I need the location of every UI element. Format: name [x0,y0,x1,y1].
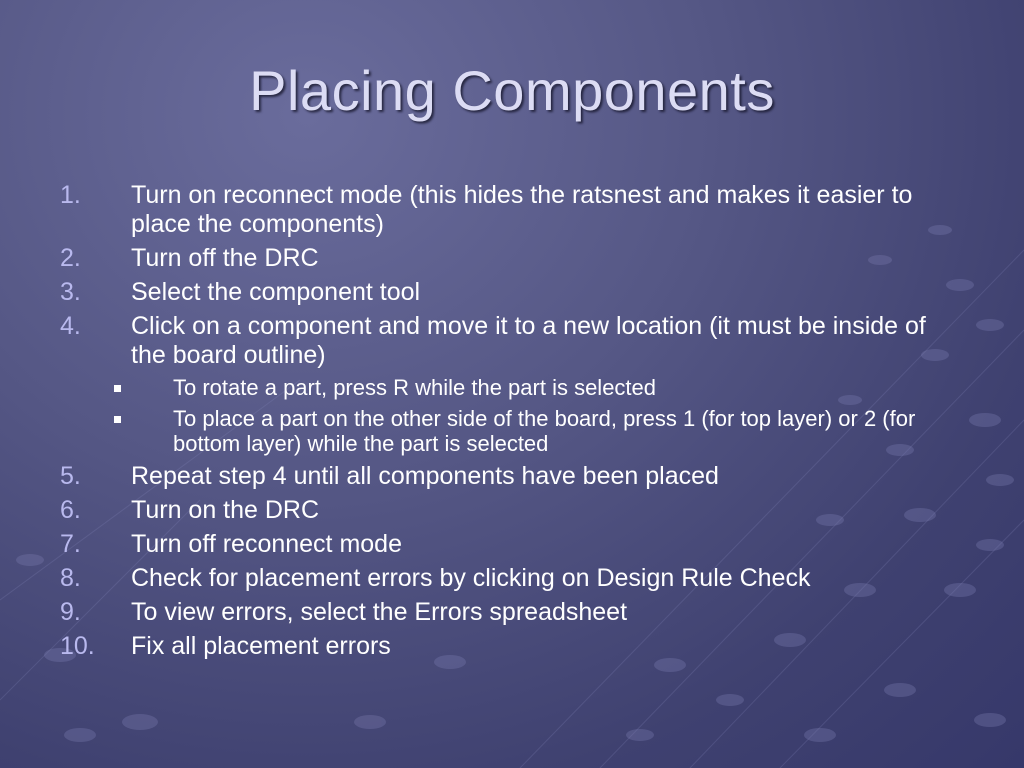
step-number: 7. [60,530,81,558]
sub-bullet-item [60,375,960,400]
step-item [60,244,960,273]
step-item [60,530,960,559]
step-item [60,632,960,661]
step-item [60,564,960,593]
sub-bullet-text: To rotate a part, press R while the part is selected [173,375,657,400]
sub-bullet-item [60,406,960,456]
step-text: Repeat step 4 until all components have been placed [131,462,719,490]
square-bullet-icon [114,385,121,392]
step-item [60,312,960,370]
step-text: Turn off the DRC [131,244,319,272]
slide-title: Placing Components [249,59,775,122]
step-number: 6. [60,496,81,524]
step-item [60,181,960,239]
step-number: 1. [60,181,81,209]
square-bullet-icon [114,416,121,423]
step-text: Fix all placement errors [131,632,391,660]
step-text: To view errors, select the Errors spreadsheet [131,598,628,626]
step-number: 5. [60,462,81,490]
step-text: Check for placement errors by clicking on Design Rule Check [131,564,811,592]
step-item [60,598,960,627]
step-text: Click on a component and move it to a new location (it must be inside of the board outline) [131,312,926,369]
sub-bullet-text: To place a part on the other side of the board, press 1 (for top layer) or 2 (for bottom layer) while the part is selected [173,406,916,456]
step-number: 4. [60,312,81,340]
step-number: 3. [60,278,81,306]
step-text: Select the component tool [131,278,421,306]
step-list [60,181,960,666]
step-text: Turn off reconnect mode [131,530,402,558]
step-number: 2. [60,244,81,272]
step-text: Turn on the DRC [131,496,320,524]
step-item [60,462,960,491]
step-number: 10. [60,632,95,660]
step-item [60,278,960,307]
step-item [60,496,960,525]
step-text: Turn on reconnect mode (this hides the ratsnest and makes it easier to place the components) [131,181,913,238]
step-number: 9. [60,598,81,626]
step-number: 8. [60,564,81,592]
